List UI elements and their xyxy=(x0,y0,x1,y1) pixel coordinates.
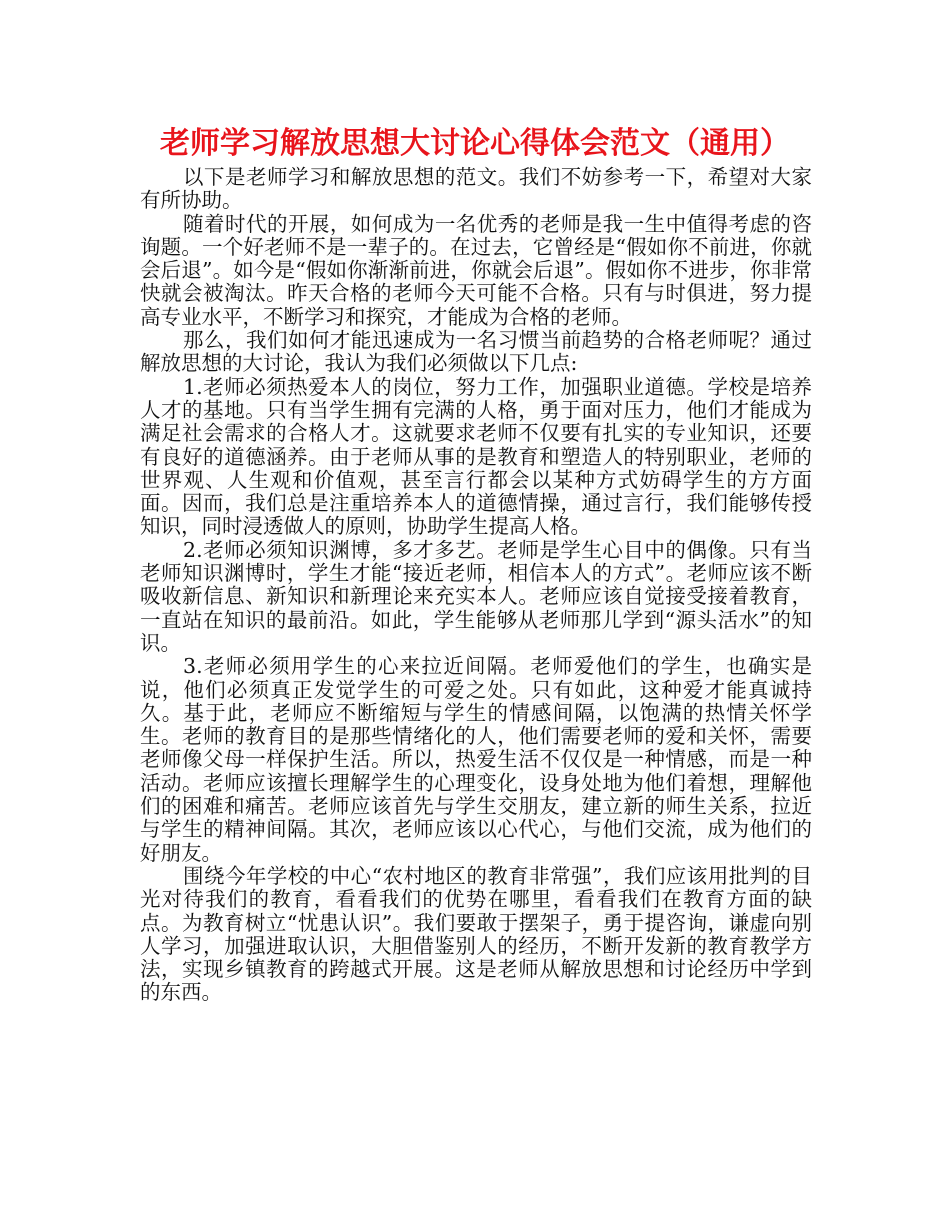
paragraph-era: 随着时代的开展，如何成为一名优秀的老师是我一生中值得考虑的咨询题。一个好老师不是一辈子的。在过去，它曾经是“假如你不前进，你就会后退”。如今是“假如你渐渐前进，你就会后退”。假如你不进步，你非常快就会被淘汰。昨天合格的老师今天可能不合格。只有与时俱进，努力提高专业水平，不断学习和探究，才能成为合格的老师。 xyxy=(140,211,812,329)
paragraph-point-2: 2.老师必须知识渊博，多才多艺。老师是学生心目中的偶像。只有当老师知识渊博时，学生才能“接近老师，相信本人的方式”。老师应该不断吸收新信息、新知识和新理论来充实本人。老师应该自觉接受接着教育，一直站在知识的最前沿。如此，学生能够从老师那儿学到“源头活水”的知识。 xyxy=(140,537,812,655)
paragraph-intro: 以下是老师学习和解放思想的范文。我们不妨参考一下，希望对大家有所协助。 xyxy=(140,165,812,213)
paragraph-point-1: 1.老师必须热爱本人的岗位，努力工作，加强职业道德。学校是培养人才的基地。只有当学生拥有完满的人格，勇于面对压力，他们才能成为满足社会需求的合格人才。这就要求老师不仅要有扎实的专业知识，还要有良好的道德涵养。由于老师从事的是教育和塑造人的特别职业，老师的世界观、人生观和价值观，甚至言行都会以某种方式妨碍学生的方方面面。因而，我们总是注重培养本人的道德情操，通过言行，我们能够传授知识，同时浸透做人的原则，协助学生提高人格。 xyxy=(140,374,812,539)
document-title: 老师学习解放思想大讨论心得体会范文（通用） xyxy=(160,126,790,161)
document-body xyxy=(140,166,812,1005)
paragraph-question: 那么，我们如何才能迅速成为一名习惯当前趋势的合格老师呢？通过解放思想的大讨论，我认为我们必须做以下几点: xyxy=(140,328,812,376)
paragraph-point-3: 3.老师必须用学生的心来拉近间隔。老师爱他们的学生，也确实是说，他们必须真正发觉学生的可爱之处。只有如此，这种爱才能真诚持久。基于此，老师应不断缩短与学生的情感间隔，以饱满的热情关怀学生。老师的教育目的是那些情绪化的人，他们需要老师的爱和关怀，需要老师像父母一样保护生活。所以，热爱生活不仅仅是一种情感，而是一种活动。老师应该擅长理解学生的心理变化，设身处地为他们着想，理解他们的困难和痛苦。老师应该首先与学生交朋友，建立新的师生关系，拉近与学生的精神间隔。其次，老师应该以心代心，与他们交流，成为他们的好朋友。 xyxy=(140,654,812,865)
paragraph-conclusion: 围绕今年学校的中心“农村地区的教育非常强”，我们应该用批判的目光对待我们的教育，看看我们的优势在哪里，看看我们在教育方面的缺点。为教育树立“忧患认识”。我们要敢于摆架子，勇于提咨询，谦虚向别人学习，加强进取认识，大胆借鉴别人的经历，不断开发新的教育教学方法，实现乡镇教育的跨越式开展。这是老师从解放思想和讨论经历中学到的东西。 xyxy=(140,863,812,1005)
